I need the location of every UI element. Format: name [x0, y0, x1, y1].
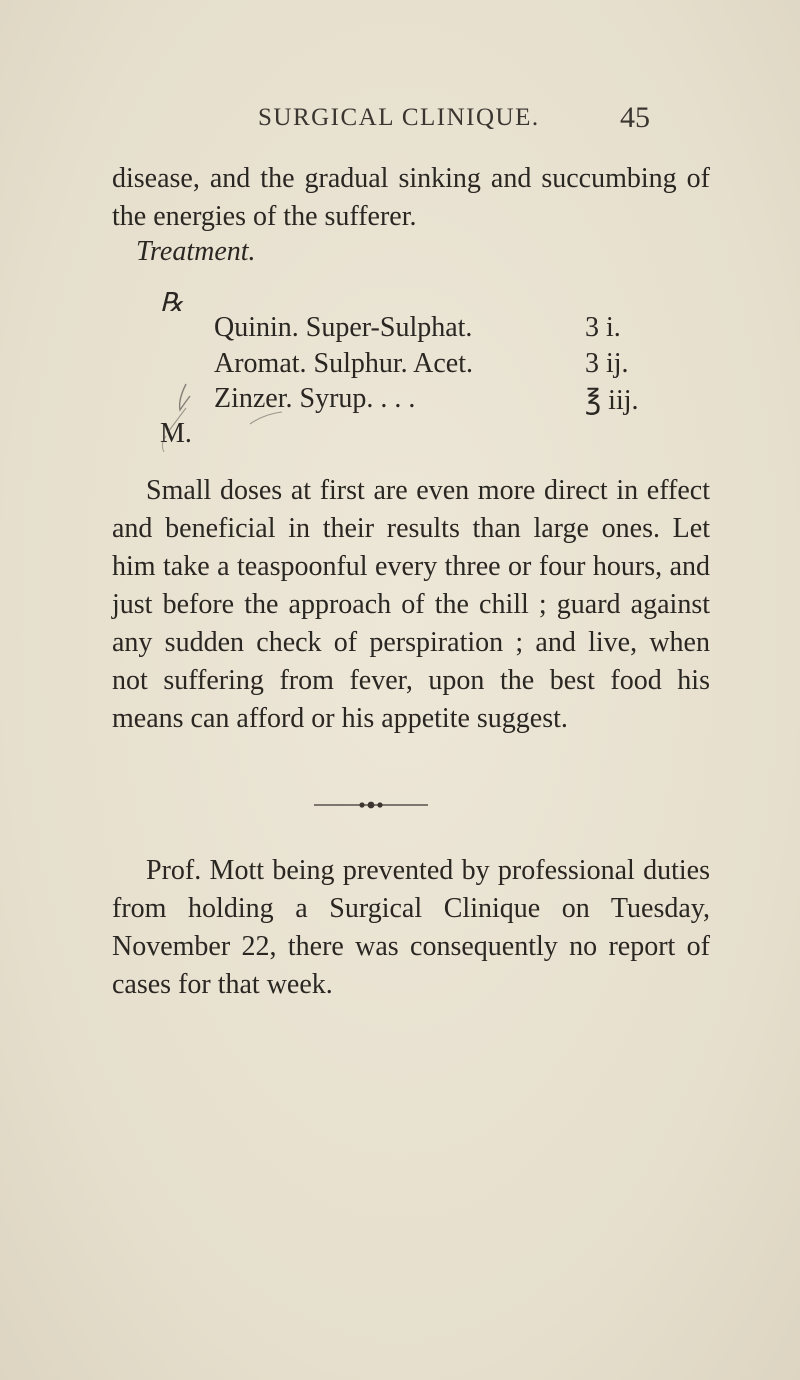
prescription-ingredient: Aromat. Sulphur. Acet.	[214, 348, 473, 379]
section-divider-ornament	[0, 800, 800, 810]
closing-paragraph: Prof. Mott being prevented by professional duties from holding a Surgical Clinique on Tuesday, November 22, there was consequently no report of cases for that week.	[112, 855, 710, 1000]
prescription-ingredient: Zinzer. Syrup. . . .	[214, 383, 416, 414]
paragraph-continued: disease, and the gradual sinking and succumbing of the energies of the sufferer.	[112, 163, 710, 232]
dosage-paragraph: Small doses at first are even more direct in effect and beneficial in their results than large ones. Let him take a teaspoonful every three or four hours, and just before the approach of the chill ; guard against any sudden check of perspiration ; and live, when not suffering from fever, upon the best food his means can afford or his appetite suggest.	[112, 475, 710, 734]
prescription-quantity: 3 i.	[585, 312, 621, 343]
running-head: SURGICAL CLINIQUE.	[258, 104, 540, 131]
prescription-ingredient: Quinin. Super-Sulphat.	[214, 312, 473, 343]
page-number: 45	[620, 101, 650, 134]
recipe-symbol: ℞	[160, 288, 184, 317]
misce-abbreviation: M.	[160, 418, 192, 449]
prescription-quantity: 3 ij.	[585, 348, 629, 379]
prescription-quantity: ℥ iij.	[585, 385, 639, 416]
treatment-heading: Treatment.	[136, 236, 256, 267]
